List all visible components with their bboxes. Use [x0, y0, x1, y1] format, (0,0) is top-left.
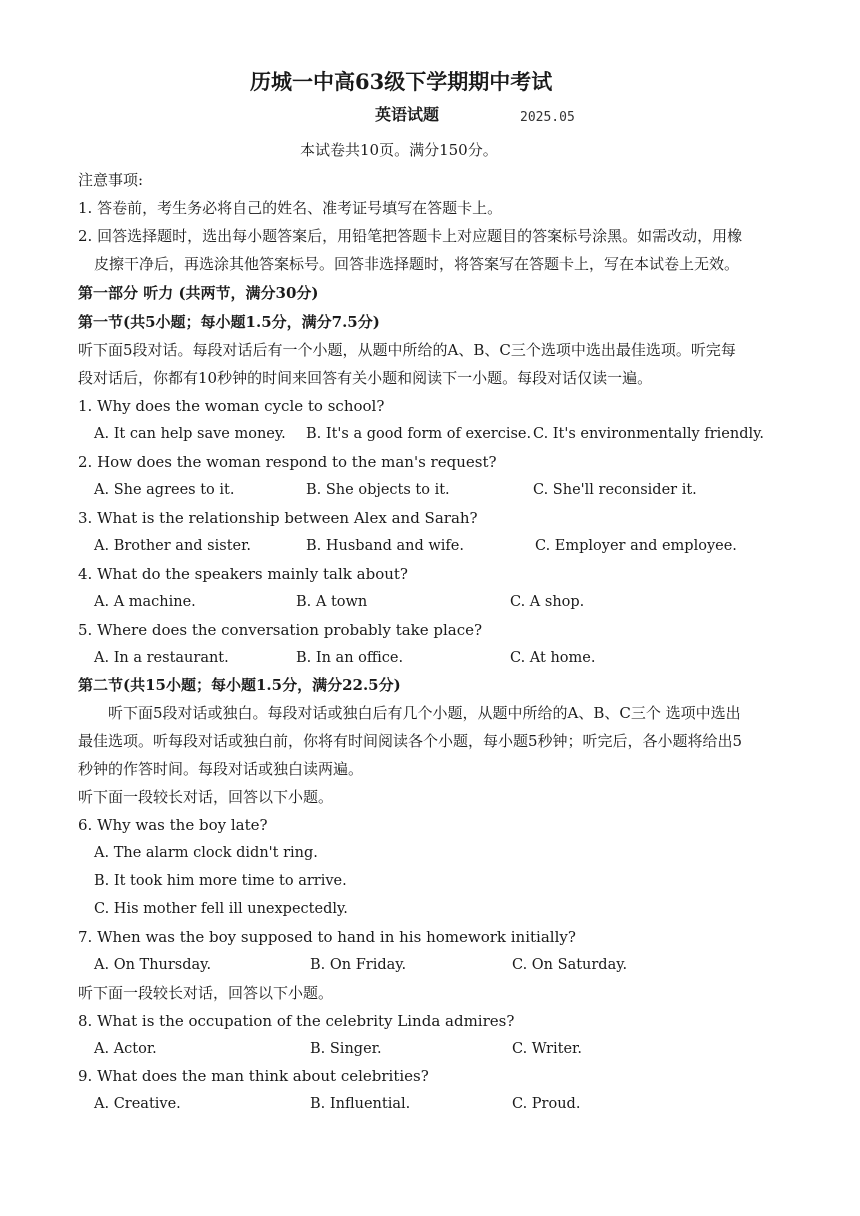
- q7-option-b: B. On Friday.: [310, 957, 407, 973]
- section1-instructions: 听下面5段对话。每段对话后有一个小题，从题中所给的A、B、C三个选项中选出最佳选项。听完每: [78, 341, 736, 359]
- q3-option-b: B. Husband and wife.: [306, 538, 464, 554]
- question-8: 8. What is the occupation of the celebrity Linda admires?: [78, 1012, 515, 1030]
- q6-option-b: B. It took him more time to arrive.: [94, 873, 347, 889]
- q1-option-c: C. It's environmentally friendly.: [533, 426, 765, 442]
- section1-heading: 第一节(共5小题；每小题1.5分，满分7.5分): [78, 313, 380, 331]
- q6-option-a: A. The alarm clock didn't ring.: [94, 845, 318, 861]
- q3-option-c: C. Employer and employee.: [535, 538, 737, 554]
- dialog-intro-2: 听下面一段较长对话，回答以下小题。: [78, 984, 334, 1002]
- q9-option-c: C. Proud.: [512, 1096, 581, 1112]
- notice-item-2-cont: 皮擦干净后，再选涂其他答案标号。回答非选择题时，将答案写在答题卡上，写在本试卷上无效。: [94, 255, 740, 273]
- q8-option-b: B. Singer.: [310, 1041, 382, 1057]
- question-4: 4. What do the speakers mainly talk about?: [78, 565, 408, 583]
- q6-option-c: C. His mother fell ill unexpectedly.: [94, 901, 348, 917]
- notice-heading: 注意事项:: [78, 171, 144, 189]
- exam-meta: 本试卷共10页。满分150分。: [300, 141, 498, 159]
- q4-option-c: C. A shop.: [510, 594, 585, 610]
- question-5: 5. Where does the conversation probably take place?: [78, 621, 483, 639]
- exam-date: 2025.05: [520, 110, 575, 125]
- notice-item-2: 2. 回答选择题时，选出每小题答案后，用铅笔把答题卡上对应题目的答案标号涂黑。如需改动，用橡: [78, 227, 743, 245]
- q5-option-c: C. At home.: [510, 650, 596, 666]
- q3-option-a: A. Brother and sister.: [94, 538, 252, 554]
- section2-instructions-cont2: 秒钟的作答时间。每段对话或独白读两遍。: [78, 760, 364, 778]
- q7-option-c: C. On Saturday.: [512, 957, 628, 973]
- exam-title: 历城一中高63级下学期期中考试: [250, 69, 553, 94]
- question-1: 1. Why does the woman cycle to school?: [78, 397, 385, 415]
- q4-option-b: B. A town: [296, 594, 368, 610]
- q5-option-a: A. In a restaurant.: [94, 650, 229, 666]
- q2-option-a: A. She agrees to it.: [94, 482, 235, 498]
- q1-option-a: A. It can help save money.: [94, 426, 286, 442]
- section2-instructions-cont: 最佳选项。听每段对话或独白前，你将有时间阅读各个小题，每小题5秒钟；听完后，各小题将给出5: [78, 732, 743, 750]
- q4-option-a: A. A machine.: [94, 594, 196, 610]
- q2-option-b: B. She objects to it.: [306, 482, 450, 498]
- q1-option-b: B. It's a good form of exercise.: [306, 426, 532, 442]
- q8-option-a: A. Actor.: [94, 1041, 157, 1057]
- q9-option-b: B. Influential.: [310, 1096, 411, 1112]
- exam-subtitle: 英语试题: [375, 105, 440, 124]
- question-9: 9. What does the man think about celebrities?: [78, 1067, 429, 1085]
- section2-heading: 第二节(共15小题；每小题1.5分，满分22.5分): [78, 676, 401, 694]
- question-7: 7. When was the boy supposed to hand in his homework initially?: [78, 928, 576, 946]
- section2-instructions: 听下面5段对话或独白。每段对话或独白后有几个小题，从题中所给的A、B、C三个 选项中选出: [108, 704, 741, 722]
- question-2: 2. How does the woman respond to the man's request?: [78, 453, 497, 471]
- q5-option-b: B. In an office.: [296, 650, 404, 666]
- question-6: 6. Why was the boy late?: [78, 816, 268, 834]
- q7-option-a: A. On Thursday.: [94, 957, 212, 973]
- question-3: 3. What is the relationship between Alex and Sarah?: [78, 509, 478, 527]
- dialog-intro-1: 听下面一段较长对话，回答以下小题。: [78, 788, 334, 806]
- section1-instructions-cont: 段对话后，你都有10秒钟的时间来回答有关小题和阅读下一小题。每段对话仅读一遍。: [78, 369, 653, 387]
- notice-item-1: 1. 答卷前，考生务必将自己的姓名、准考证号填写在答题卡上。: [78, 199, 503, 217]
- q9-option-a: A. Creative.: [94, 1096, 181, 1112]
- part1-heading: 第一部分 听力 (共两节，满分30分): [78, 284, 319, 302]
- q8-option-c: C. Writer.: [512, 1041, 582, 1057]
- q2-option-c: C. She'll reconsider it.: [533, 482, 697, 498]
